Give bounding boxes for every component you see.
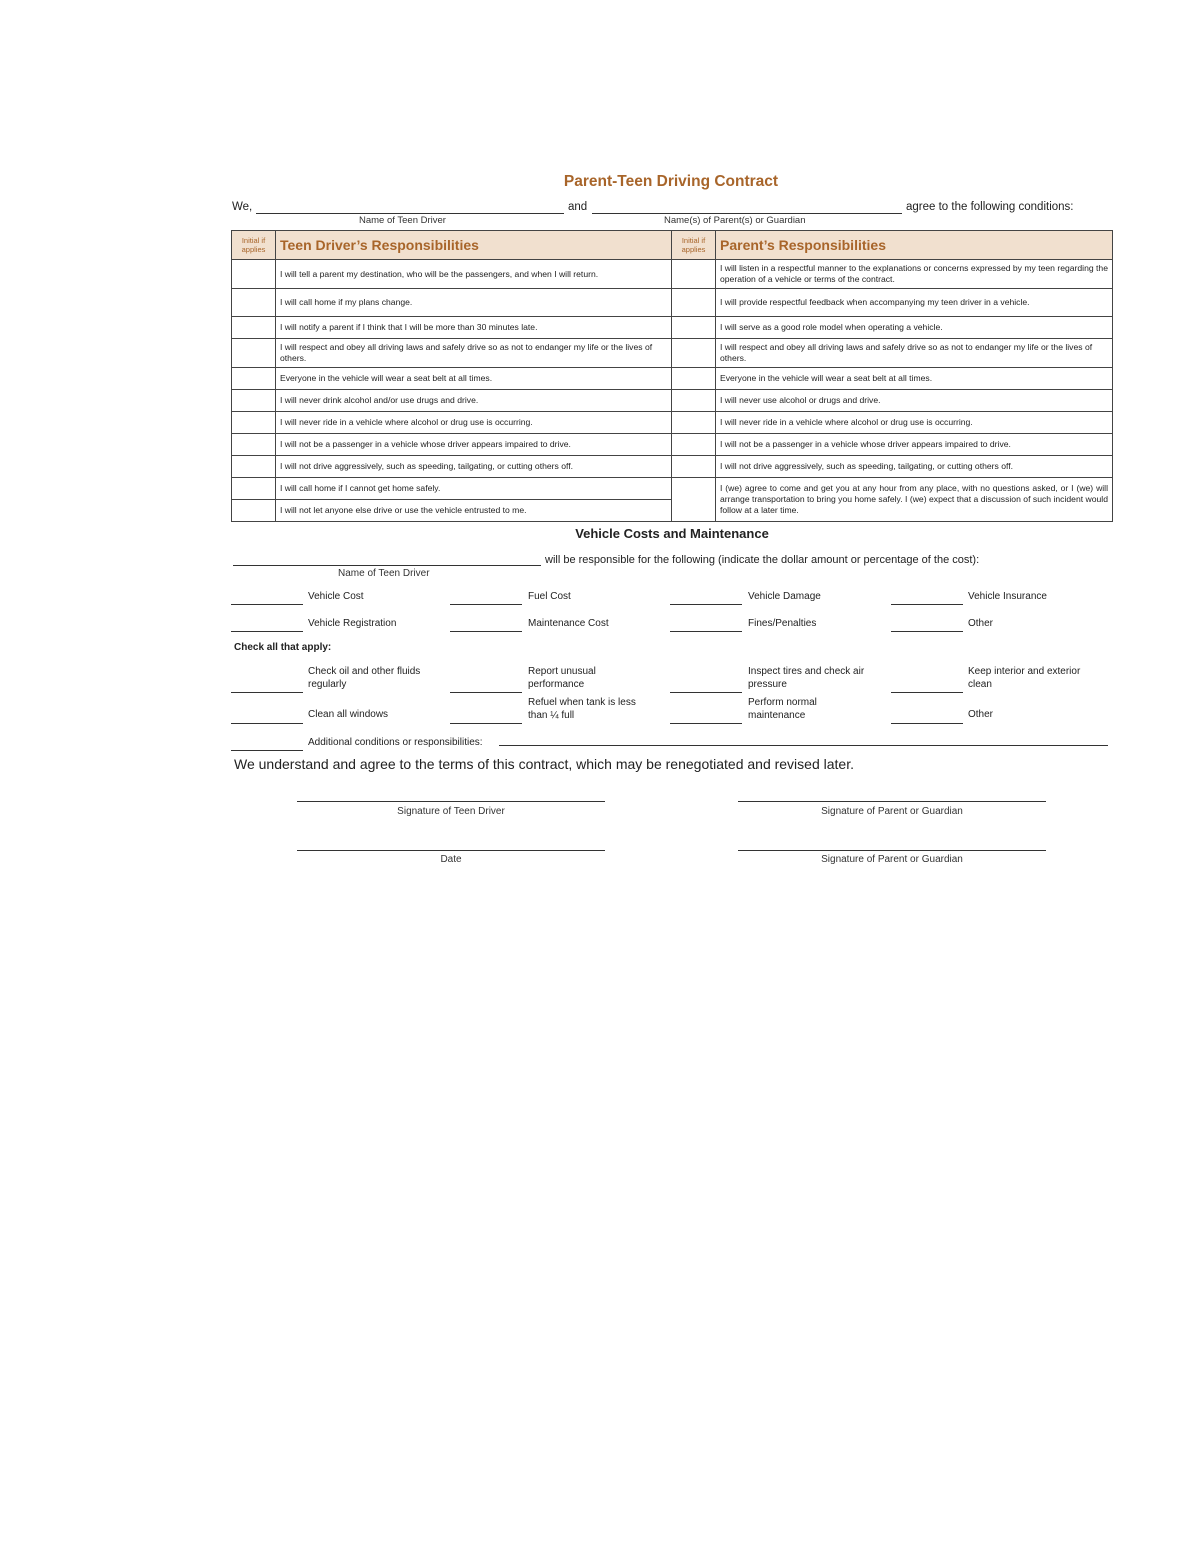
- teen-name-field[interactable]: [256, 213, 564, 214]
- table-row: [232, 339, 1113, 368]
- clean-windows-label: Clean all windows: [308, 709, 389, 720]
- costs-teen-caption: Name of Teen Driver: [338, 568, 430, 579]
- table-row: [232, 456, 1113, 478]
- teen-item: I will notify a parent if I think that I will be more than 30 minutes late.: [276, 317, 672, 339]
- parent-item: I will respect and obey all driving laws and safely drive so as not to endanger my life or the lives of others.: [716, 339, 1113, 368]
- report-performance-label: Report unusual performance: [528, 666, 596, 690]
- fines-label: Fines/Penalties: [748, 618, 817, 629]
- parent-initial-box[interactable]: [672, 412, 716, 434]
- teen-item: I will never ride in a vehicle where alcohol or drug use is occurring.: [276, 412, 672, 434]
- parent-item: I (we) agree to come and get you at any hour from any place, with no questions asked, or I (we) will arrange transportation to bring you home safely. I (we) expect that a discussion of such incident would follow at a later time.: [716, 478, 1113, 522]
- teen-initial-box[interactable]: [232, 339, 276, 368]
- teen-initial-header: Initial if applies: [232, 231, 276, 260]
- parent-item: I will listen in a respectful manner to the explanations or concerns expressed by my teen regarding the operation of a vehicle or terms of the contract.: [716, 260, 1113, 289]
- other-check-label: Other: [968, 709, 994, 720]
- maintenance-cost-blank[interactable]: [450, 631, 522, 632]
- fines-blank[interactable]: [670, 631, 742, 632]
- vehicle-registration-blank[interactable]: [231, 631, 303, 632]
- teen-item: I will not be a passenger in a vehicle whose driver appears impaired to drive.: [276, 434, 672, 456]
- parent-initial-box[interactable]: [672, 368, 716, 390]
- table-row: [232, 260, 1113, 289]
- teen-item: I will call home if my plans change.: [276, 289, 672, 317]
- parent-item: I will never ride in a vehicle where alcohol or drug use is occurring.: [716, 412, 1113, 434]
- vehicle-insurance-label: Vehicle Insurance: [968, 591, 1047, 602]
- parent-initial-box[interactable]: [672, 289, 716, 317]
- teen-initial-box[interactable]: [232, 500, 276, 522]
- maintenance-cost-label: Maintenance Cost: [528, 618, 609, 629]
- teen-item: I will not let anyone else drive or use the vehicle entrusted to me.: [276, 500, 672, 522]
- other-cost-blank[interactable]: [891, 631, 963, 632]
- parent-initial-box[interactable]: [672, 390, 716, 412]
- teen-initial-box[interactable]: [232, 412, 276, 434]
- teen-initial-box[interactable]: [232, 456, 276, 478]
- teen-item: Everyone in the vehicle will wear a seat belt at all times.: [276, 368, 672, 390]
- responsible-text: will be responsible for the following (indicate the dollar amount or percentage of the cost):: [545, 554, 980, 566]
- document-title: Parent-Teen Driving Contract: [563, 173, 779, 190]
- parent-name-caption: Name(s) of Parent(s) or Guardian: [664, 215, 806, 226]
- additional-label: Additional conditions or responsibilities:: [308, 737, 483, 748]
- parent-initial-box[interactable]: [672, 456, 716, 478]
- intro-line: [232, 201, 1112, 231]
- normal-maintenance-blank[interactable]: [670, 723, 742, 724]
- teen-signature-line[interactable]: [297, 801, 605, 802]
- costs-section: [231, 548, 1112, 768]
- refuel-label: Refuel when tank is less than ¼ full: [528, 697, 636, 721]
- inspect-tires-blank[interactable]: [670, 692, 742, 693]
- teen-item: I will not drive aggressively, such as speeding, tailgating, or cutting others off.: [276, 456, 672, 478]
- parent-signature-line-1[interactable]: [738, 801, 1046, 802]
- keep-clean-blank[interactable]: [891, 692, 963, 693]
- teen-item: I will respect and obey all driving laws and safely drive so as not to endanger my life or the lives of others.: [276, 339, 672, 368]
- parent-item: I will serve as a good role model when operating a vehicle.: [716, 317, 1113, 339]
- report-performance-blank[interactable]: [450, 692, 522, 693]
- fuel-cost-blank[interactable]: [450, 604, 522, 605]
- teen-initial-box[interactable]: [232, 390, 276, 412]
- parent-item: I will not be a passenger in a vehicle whose driver appears impaired to drive.: [716, 434, 1113, 456]
- check-all-label: Check all that apply:: [234, 642, 332, 653]
- teen-initial-box[interactable]: [232, 260, 276, 289]
- vehicle-damage-blank[interactable]: [670, 604, 742, 605]
- other-check-blank[interactable]: [891, 723, 963, 724]
- vehicle-cost-label: Vehicle Cost: [308, 591, 364, 602]
- costs-teen-name-field[interactable]: [233, 565, 541, 566]
- other-cost-label: Other: [968, 618, 994, 629]
- teen-signature-caption: Signature of Teen Driver: [397, 806, 505, 817]
- fuel-cost-label: Fuel Cost: [528, 591, 571, 602]
- normal-maintenance-label: Perform normal maintenance: [748, 697, 817, 721]
- parent-initial-header: Initial if applies: [672, 231, 716, 260]
- parent-initial-box[interactable]: [672, 434, 716, 456]
- parent-item: I will not drive aggressively, such as speeding, tailgating, or cutting others off.: [716, 456, 1113, 478]
- parent-item: I will provide respectful feedback when accompanying my teen driver in a vehicle.: [716, 289, 1113, 317]
- teen-item: I will never drink alcohol and/or use drugs and drive.: [276, 390, 672, 412]
- responsibilities-table: [231, 230, 1113, 522]
- additional-field[interactable]: [499, 745, 1108, 746]
- parent-signature-caption-1: Signature of Parent or Guardian: [821, 806, 963, 817]
- clean-windows-blank[interactable]: [231, 723, 303, 724]
- parent-signature-line-2[interactable]: [738, 850, 1046, 851]
- additional-blank[interactable]: [231, 750, 303, 751]
- teen-name-caption: Name of Teen Driver: [359, 215, 446, 226]
- inspect-tires-label: Inspect tires and check air pressure: [748, 666, 865, 690]
- teen-item: I will tell a parent my destination, who will be the passengers, and when I will return.: [276, 260, 672, 289]
- table-row: [232, 478, 1113, 500]
- teen-initial-box[interactable]: [232, 317, 276, 339]
- we-label: We,: [232, 201, 253, 213]
- parent-name-field[interactable]: [592, 213, 902, 214]
- and-label: and: [568, 201, 588, 213]
- teen-initial-box[interactable]: [232, 478, 276, 500]
- check-oil-blank[interactable]: [231, 692, 303, 693]
- date-line[interactable]: [297, 850, 605, 851]
- keep-clean-label: Keep interior and exterior clean: [968, 666, 1081, 690]
- teen-initial-box[interactable]: [232, 434, 276, 456]
- parent-signature-caption-2: Signature of Parent or Guardian: [821, 854, 963, 865]
- agree-label: agree to the following conditions:: [906, 201, 1074, 213]
- check-oil-label: Check oil and other fluids regularly: [308, 666, 421, 690]
- table-row: [232, 289, 1113, 317]
- teen-responsibilities-header: Teen Driver’s Responsibilities: [276, 231, 672, 260]
- refuel-blank[interactable]: [450, 723, 522, 724]
- teen-initial-box[interactable]: [232, 368, 276, 390]
- date-caption: Date: [440, 854, 462, 865]
- parent-initial-box[interactable]: [672, 478, 716, 522]
- table-header-row: [232, 231, 1113, 260]
- agreement-text: We understand and agree to the terms of this contract, which may be renegotiated and revised later.: [234, 756, 854, 772]
- parent-initial-box[interactable]: [672, 317, 716, 339]
- vehicle-insurance-blank[interactable]: [891, 604, 963, 605]
- vehicle-registration-label: Vehicle Registration: [308, 618, 397, 629]
- table-row: [232, 412, 1113, 434]
- parent-initial-box[interactable]: [672, 339, 716, 368]
- table-row: [232, 317, 1113, 339]
- parent-item: Everyone in the vehicle will wear a seat belt at all times.: [716, 368, 1113, 390]
- teen-initial-box[interactable]: [232, 289, 276, 317]
- costs-heading: Vehicle Costs and Maintenance: [575, 526, 769, 541]
- parent-item: I will never use alcohol or drugs and drive.: [716, 390, 1113, 412]
- parent-responsibilities-header: Parent’s Responsibilities: [716, 231, 1113, 260]
- table-row: [232, 368, 1113, 390]
- vehicle-damage-label: Vehicle Damage: [748, 591, 821, 602]
- teen-item: I will call home if I cannot get home safely.: [276, 478, 672, 500]
- table-row: [232, 434, 1113, 456]
- parent-initial-box[interactable]: [672, 260, 716, 289]
- vehicle-cost-blank[interactable]: [231, 604, 303, 605]
- table-row: [232, 390, 1113, 412]
